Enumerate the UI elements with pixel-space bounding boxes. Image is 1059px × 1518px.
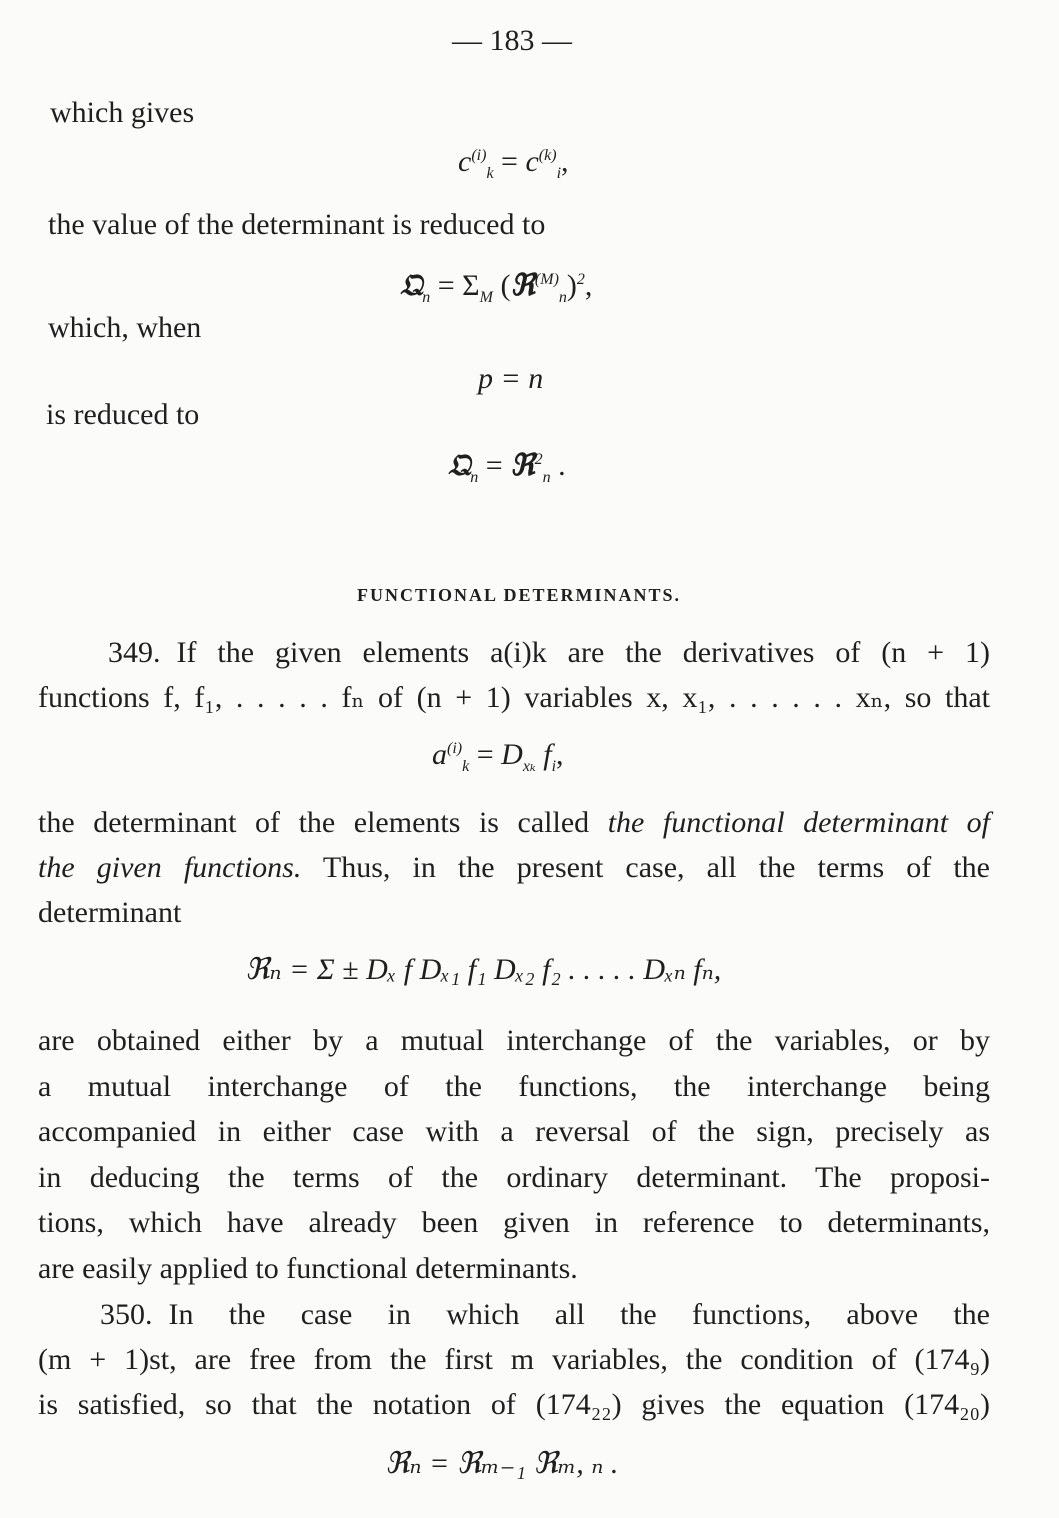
- paragraph-350-line-1: 350. In the case in which all the functions, above the: [100, 1298, 990, 1331]
- paragraph-349-intro: [38, 630, 990, 720]
- equation-q-r-squared: 𝔔$_n$ = ℜ$^2_n$ .: [448, 448, 566, 486]
- equation-functional-determinant: ℜₙ = Σ ± Dₓ f Dₓ₁ f₁ Dₓ₂ f₂ . . . . . Dₓₙ fₙ,: [245, 953, 722, 986]
- paragraph-349-def-line-1: the determinant of the elements is called the functional determinant of: [38, 806, 990, 839]
- paragraph-349-def-line-2: the given functions. Thus, in the present case, all the terms of the: [38, 851, 990, 884]
- paragraph-line: are obtained either by a mutual interchange of the variables, or by: [38, 1024, 990, 1057]
- paragraph-line: are easily applied to functional determinants.: [38, 1251, 578, 1285]
- paragraph-350-line-2: (m + 1)st, are free from the first m variables, the condition of (174₉): [38, 1343, 990, 1376]
- equation-symmetry: $c^{(i)}_k = c^{(k)}_i$,: [458, 145, 569, 182]
- paragraph-line: a mutual interchange of the functions, the interchange being: [38, 1069, 990, 1103]
- text-which-when: which, when: [48, 311, 202, 344]
- paragraph-349-terms: [38, 1018, 990, 1291]
- text-is-reduced: is reduced to: [46, 398, 200, 431]
- paragraph-line: accompanied in either case with a reversal of the sign, precisely as: [38, 1115, 990, 1148]
- paragraph-350-line-3: is satisfied, so that the notation of (174₂₂) gives the equation (174₂₀): [38, 1388, 990, 1421]
- paragraph-349-def-line-3: determinant: [38, 896, 182, 929]
- section-heading: FUNCTIONAL DETERMINANTS.: [357, 585, 682, 605]
- equation-element-derivative: $a^{(i)}_k = D_{x_k}$ $f_i$,: [432, 738, 564, 775]
- paragraph-line: in deducing the terms of the ordinary determinant. The proposi-: [38, 1160, 990, 1194]
- paragraph-349-line-1: 349. If the given elements a(i)k are the derivatives of (n + 1): [108, 636, 990, 669]
- equation-p-equals-n: p = n: [478, 362, 544, 395]
- paragraph-line: tions, which have already been given in reference to determinants,: [38, 1206, 990, 1239]
- text-value-reduced: the value of the determinant is reduced to: [48, 208, 546, 241]
- paragraph-349-line-2: functions f, f₁, . . . . . fₙ of (n + 1) variables x, x₁, . . . . . . xₙ, so that: [38, 681, 990, 714]
- equation-product: ℜₙ = ℜₘ₋₁ ℜₘ, ₙ .: [385, 1447, 619, 1480]
- paragraph-349-definition: [38, 800, 990, 935]
- text-which-gives: which gives: [50, 96, 195, 129]
- paragraph-350: [38, 1292, 990, 1427]
- equation-q-sum: 𝔔$_n$ = $\Sigma_M$ (ℜ$^{(M)}_n$)$^2$,: [400, 268, 593, 306]
- page-number: — 183 —: [452, 24, 572, 57]
